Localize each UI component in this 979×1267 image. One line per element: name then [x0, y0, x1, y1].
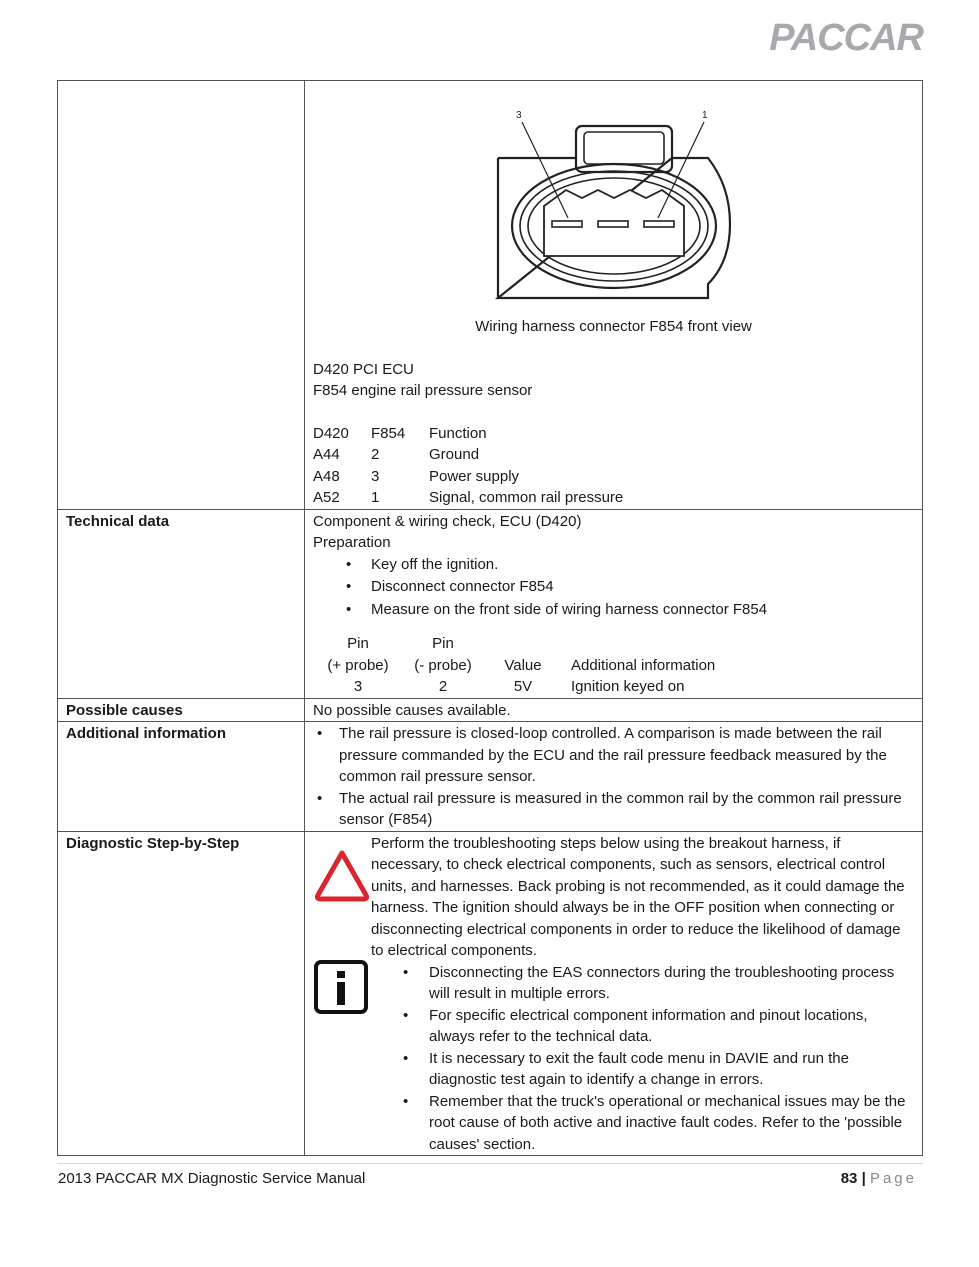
connector-cell — [305, 81, 923, 510]
measurement-header-cell: (- probe) — [414, 656, 472, 674]
preparation-label: Preparation — [313, 534, 391, 551]
pin-table-header — [313, 423, 914, 445]
possible-causes-text: No possible causes available. — [305, 698, 923, 722]
page-indicator — [841, 1168, 917, 1190]
table-row — [58, 698, 923, 722]
technical-data-label: Technical data — [58, 509, 305, 698]
preparation-steps — [313, 554, 914, 622]
possible-causes-label: Possible causes — [58, 698, 305, 722]
measurement-cell: 2 — [438, 678, 448, 695]
measurement-header-cell: (+ probe) — [327, 656, 389, 674]
info-icon — [313, 959, 371, 1017]
pin-cell: Signal, common rail pressure — [429, 489, 624, 506]
empty-label-cell — [58, 81, 305, 510]
list-item: • Remember that the truck's operational or mechanical issues may be the root cause of both active and inactive fault codes. Refer to the 'possible causes' section. — [429, 1091, 914, 1156]
table-row — [58, 81, 923, 510]
technical-data-cell — [305, 509, 923, 698]
pin-cell: A44 — [313, 446, 340, 463]
table-row — [313, 487, 914, 509]
table-row — [313, 676, 914, 698]
table-row — [58, 831, 923, 1156]
warning-text: Perform the troubleshooting steps below using the breakout harness, if necessary, to check electrical components, such as sensors, electrical control units, and harnesses. Back probing is not recommended, as it could damage the harness. The ignition should always be in the OFF position when connecting or disconnecting electrical components in order to reduce the likelihood of damage to electrical components. — [371, 834, 905, 959]
list-item: • Disconnecting the EAS connectors during the troubleshooting process will result in multiple errors. — [429, 962, 914, 1005]
measurement-header-cell: Pin — [347, 635, 369, 652]
measurement-header-1 — [313, 633, 914, 655]
additional-information-label: Additional information — [58, 722, 305, 832]
component-f854: F854 engine rail pressure sensor — [313, 382, 533, 399]
diagnostic-cell — [305, 831, 923, 1156]
diagnostic-label: Diagnostic Step-by-Step — [58, 831, 305, 1156]
pin-header-f854: F854 — [371, 424, 406, 442]
table-row — [58, 509, 923, 698]
technical-data-title: Component & wiring check, ECU (D420) — [313, 512, 582, 530]
measurement-header-2 — [313, 655, 914, 677]
list-item: • Disconnect connector F854 — [371, 576, 914, 599]
warning-triangle-icon — [313, 847, 371, 903]
list-item: • It is necessary to exit the fault code menu in DAVIE and run the diagnostic test again to identify a change in errors. — [429, 1048, 914, 1091]
list-item: • For specific electrical component information and pinout locations, always refer to the technical data. — [429, 1005, 914, 1048]
measurement-cell: Ignition keyed on — [571, 678, 685, 695]
measurement-header-cell: Pin — [432, 635, 454, 652]
pin-cell: Power supply — [429, 467, 520, 485]
list-item: • Measure on the front side of wiring harness connector F854 — [371, 599, 914, 622]
pin-label-3: 3 — [515, 110, 522, 121]
table-row — [313, 444, 914, 466]
additional-information-list — [313, 723, 914, 831]
connector-figure — [313, 82, 914, 338]
list-item: • Key off the ignition. — [371, 554, 914, 577]
measurement-header-cell — [483, 633, 563, 655]
table-row — [313, 466, 914, 488]
measurement-cell: 3 — [353, 678, 363, 695]
pin-label-1: 1 — [701, 110, 708, 121]
pin-header-function: Function — [429, 424, 487, 442]
figure-caption: Wiring harness connector F854 front view — [475, 318, 752, 335]
page-separator: | — [861, 1170, 866, 1187]
pin-header-d420: D420 — [313, 424, 349, 442]
pin-cell: 2 — [371, 446, 380, 463]
diagnostic-table — [57, 80, 923, 1156]
component-d420: D420 PCI ECU — [313, 360, 414, 378]
page-word: Page — [869, 1170, 917, 1187]
footer-title: 2013 PACCAR MX Diagnostic Service Manual — [58, 1170, 366, 1187]
measurement-table — [313, 633, 914, 698]
list-item: • The rail pressure is closed-loop controlled. A comparison is made between the rail pressure commanded by the ECU and the rail pressure feedback measured by the common rail pressure sensor. — [339, 723, 914, 788]
additional-information-cell — [305, 722, 923, 832]
paccar-logo: PACCAR — [769, 17, 923, 59]
connector-diagram — [494, 106, 734, 306]
info-list — [313, 962, 914, 1156]
pin-cell: A52 — [313, 489, 340, 506]
measurement-header-cell — [563, 633, 571, 655]
pin-cell: 3 — [371, 467, 380, 485]
table-row — [58, 722, 923, 832]
footer-divider — [57, 1163, 923, 1164]
measurement-header-cell: Additional information — [571, 656, 716, 674]
measurement-cell: 5V — [513, 678, 533, 695]
pin-cell: Ground — [429, 446, 480, 463]
pin-cell: A48 — [313, 467, 340, 485]
list-item: • The actual rail pressure is measured in the common rail by the common rail pressure sensor (F854) — [339, 788, 914, 831]
page-number: 83 — [840, 1170, 858, 1187]
measurement-header-cell: Value — [504, 656, 542, 674]
pin-cell: 1 — [371, 489, 380, 506]
